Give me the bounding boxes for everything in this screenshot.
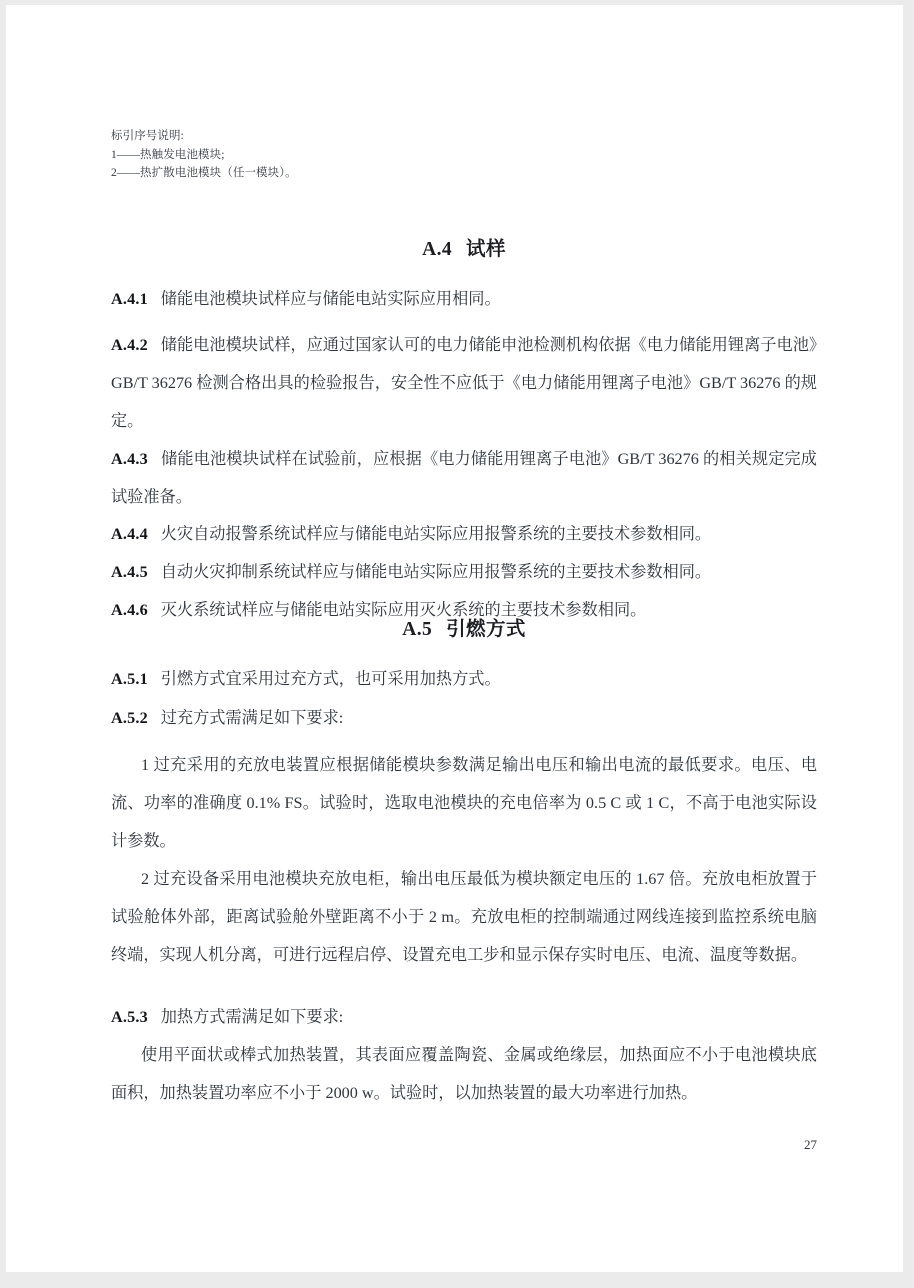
clause-a45-number: A.4.5 xyxy=(111,563,148,581)
clause-a42 xyxy=(111,326,817,440)
subparagraph-a52-item-1-number: 1 xyxy=(141,756,150,774)
subparagraph-a52-item-2-text: 过充设备采用电池模块充放电柜，输出电压最低为模块额定电压的 1.67 倍。充放电柜放置于试验舱体外部，距离试验舱外壁距离不小于 2 m。充放电柜的控制端通过网线连接到监控系统电脑终端，实现人机分离，可进行远程启停、设置充电工步和显示保存实时电压、电流、温度等数据。 xyxy=(111,870,818,964)
clause-a42-text: 储能电池模块试样，应通过国家认可的电力储能申池检测机构依据《电力储能用锂离子电池》GB/T 36276 检测合格出具的检验报告，安全性不应低于《电力储能用锂离子电池》GB/T 36276 的规定。 xyxy=(111,336,817,430)
clause-a51 xyxy=(111,660,817,698)
clause-a44 xyxy=(111,515,817,553)
subparagraph-a52-item-1 xyxy=(111,746,817,860)
subparagraph-a53-item-1 xyxy=(111,1036,817,1112)
clause-a43 xyxy=(111,440,817,516)
clause-a46-number: A.4.6 xyxy=(111,601,148,619)
clause-a51-text: 引燃方式宜采用过充方式，也可采用加热方式。 xyxy=(160,670,501,688)
clause-a53-number: A.5.3 xyxy=(111,1008,148,1026)
clause-a45-text: 自动火灾抑制系统试样应与储能电站实际应用报警系统的主要技术参数相同。 xyxy=(160,563,712,581)
clause-a43-number: A.4.3 xyxy=(111,450,148,468)
section-heading-a5 xyxy=(111,613,817,641)
subparagraph-a52-item-2 xyxy=(111,860,817,974)
section-heading-a5-title: 引燃方式 xyxy=(446,619,526,640)
figure-key-item-2: 2——热扩散电池模块（任一模块）。 xyxy=(111,167,297,179)
section-heading-a4-number: A.4 xyxy=(422,239,453,260)
page-number: 27 xyxy=(804,1137,817,1152)
clause-a44-number: A.4.4 xyxy=(111,525,148,543)
document-page-sheet xyxy=(6,5,903,1272)
clause-a52 xyxy=(111,699,817,737)
figure-key-item-1: 1——热触发电池模块; xyxy=(111,149,225,161)
clause-a52-number: A.5.2 xyxy=(111,709,148,727)
clause-a51-number: A.5.1 xyxy=(111,670,148,688)
clause-a43-text: 储能电池模块试样在试验前，应根据《电力储能用锂离子电池》GB/T 36276 的相关规定完成试验准备。 xyxy=(111,450,817,506)
clause-a41 xyxy=(111,280,817,318)
subparagraph-a52-item-1-text: 过充采用的充放电装置应根据储能模块参数满足输出电压和输出电流的最低要求。电压、电流、功率的准确度 0.1% FS。试验时，选取电池模块的充电倍率为 0.5 C 或 1 C，不高于电池实际设计参数。 xyxy=(111,756,818,850)
section-heading-a4-title: 试样 xyxy=(466,239,506,260)
clause-a41-text: 储能电池模块试样应与储能电站实际应用相同。 xyxy=(160,290,501,308)
clause-a41-number: A.4.1 xyxy=(111,290,148,308)
clause-a45 xyxy=(111,553,817,591)
subparagraph-a52-item-2-number: 2 xyxy=(141,870,150,888)
clause-a53-text: 加热方式需满足如下要求: xyxy=(160,1008,344,1026)
clause-a44-text: 火灾自动报警系统试样应与储能电站实际应用报警系统的主要技术参数相同。 xyxy=(160,525,712,543)
figure-key-title: 标引序号说明: xyxy=(111,130,184,142)
figure-key-block xyxy=(111,127,711,182)
clause-a52-text: 过充方式需满足如下要求: xyxy=(160,709,344,727)
section-heading-a5-number: A.5 xyxy=(402,619,433,640)
section-heading-a4 xyxy=(111,233,817,261)
clause-a42-number: A.4.2 xyxy=(111,336,148,354)
clause-a46-text: 灭火系统试样应与储能电站实际应用灭火系统的主要技术参数相同。 xyxy=(160,601,647,619)
clause-a53 xyxy=(111,998,817,1036)
subparagraph-a53-item-1-text: 使用平面状或棒式加热装置，其表面应覆盖陶瓷、金属或绝缘层，加热面应不小于电池模块底面积，加热装置功率应不小于 2000 w。试验时，以加热装置的最大功率进行加热。 xyxy=(111,1046,817,1102)
